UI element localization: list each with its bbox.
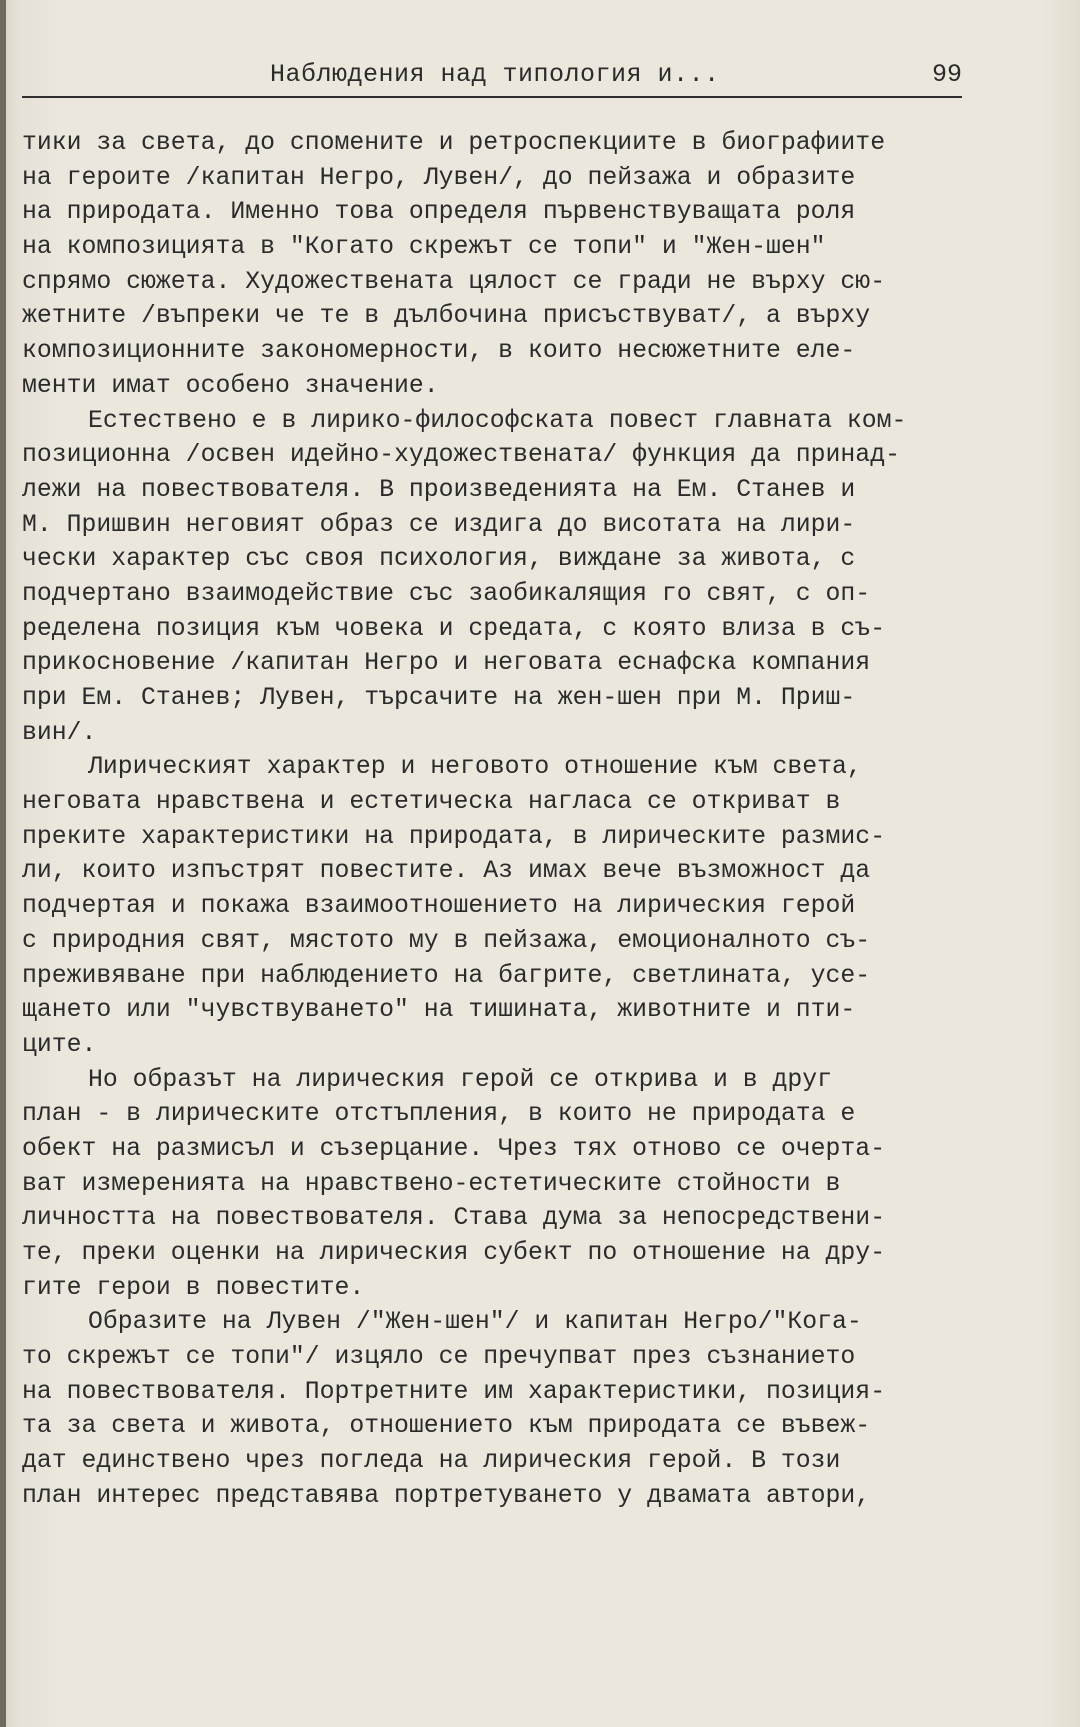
text-line: с природния свят, мястото му в пейзажа, емоционалното съ- — [22, 926, 871, 955]
text-line: личността на повествователя. Става дума за непосредствени- — [22, 1204, 886, 1233]
text-line: щането или "чувствуването" на тишината, животните и пти- — [22, 996, 856, 1025]
text-line: менти имат особено значение. — [22, 371, 439, 400]
text-line: Но образът на лирическия герой се открива и в друг — [88, 1065, 833, 1094]
text-line: та за света и живота, отношението към природата се въвеж- — [22, 1412, 871, 1441]
text-line: план - в лирическите отстъпления, в които не природата е — [22, 1100, 856, 1129]
text-line: на героите /капитан Негро, Лувен/, до пейзажа и образите — [22, 163, 856, 192]
text-line: подчертая и покажа взаимоотношението на лирическия герой — [22, 892, 856, 921]
text-line: дат единствено чрез погледа на лирическия герой. В този — [22, 1447, 841, 1476]
text-line: жетните /въпреки че те в дълбочина присъствуват/, а върху — [22, 302, 871, 331]
text-line: при Ем. Станев; Лувен, търсачите на жен-шен при М. Приш- — [22, 684, 856, 712]
text-line: Лирическият характер и неговото отношение към света, — [88, 753, 862, 782]
text-line: на природата. Именно това определя първенствуващата роля — [22, 198, 856, 227]
book-spine-edge — [0, 0, 6, 1727]
text-line: чески характер със своя психология, виждане за живота, с — [22, 545, 856, 574]
text-line: преките характеристики на природата, в лирическите размис- — [22, 822, 886, 851]
text-line: вин/. — [22, 718, 97, 747]
text-line: спрямо сюжета. Художествената цялост се гради не върху сю- — [22, 267, 886, 296]
text-line: на композицията в "Когато скрежът се топи" и "Жен-шен" — [22, 233, 826, 262]
text-line: те, преки оценки на лирическия субект по отношение на дру- — [22, 1239, 886, 1267]
text-line: ват измеренията на нравствено-естетическите стойности в — [22, 1169, 841, 1198]
body-text — [22, 126, 982, 1514]
text-line: гите герои в повестите. — [22, 1273, 365, 1302]
text-line: преживяване при наблюдението на багрите, светлината, усе- — [22, 961, 871, 990]
text-line: то скрежът се топи"/ изцяло се пречупват през съзнанието — [22, 1343, 856, 1372]
text-line: лежи на повествователя. В произведенията на Ем. Станев и — [22, 475, 856, 504]
text-line: М. Пришвин неговият образ се издига до висотата на лири- — [22, 510, 856, 539]
page-number: 99 — [931, 60, 962, 89]
text-line: позиционна /освен идейно-художествената/ функция да принад- — [22, 441, 900, 470]
text-line: неговата нравствена и естетическа нагласа се откриват в — [22, 788, 841, 817]
page-header — [22, 56, 962, 98]
text-line: ределена позиция към човека и средата, с която влиза в съ- — [22, 614, 886, 643]
text-line: прикосновение /капитан Негро и неговата еснафска компания — [22, 649, 871, 678]
text-line: Образите на Лувен /"Жен-шен"/ и капитан Негро/"Кога- — [88, 1308, 862, 1337]
text-line: на повествователя. Портретните им характеристики, позиция- — [22, 1377, 886, 1406]
text-line: тики за света, до спомените и ретроспекциите в биографиите — [22, 129, 886, 157]
running-title: Наблюдения над типология и... — [270, 60, 720, 89]
text-line: ците. — [22, 1030, 97, 1059]
text-line: ли, които изпъстрят повестите. Аз имах вече възможност да — [22, 857, 871, 886]
text-line: композиционните закономерности, в които несюжетните еле- — [22, 337, 856, 366]
text-line: план интерес представява портретуването у двамата автори, — [22, 1481, 871, 1510]
text-line: подчертано взаимодействие със заобикалящия го свят, с оп- — [22, 579, 871, 608]
text-line: обект на размисъл и съзерцание. Чрез тях отново се очерта- — [22, 1134, 886, 1163]
text-line: Естествено е в лирико-философската повест главната ком- — [88, 406, 907, 435]
